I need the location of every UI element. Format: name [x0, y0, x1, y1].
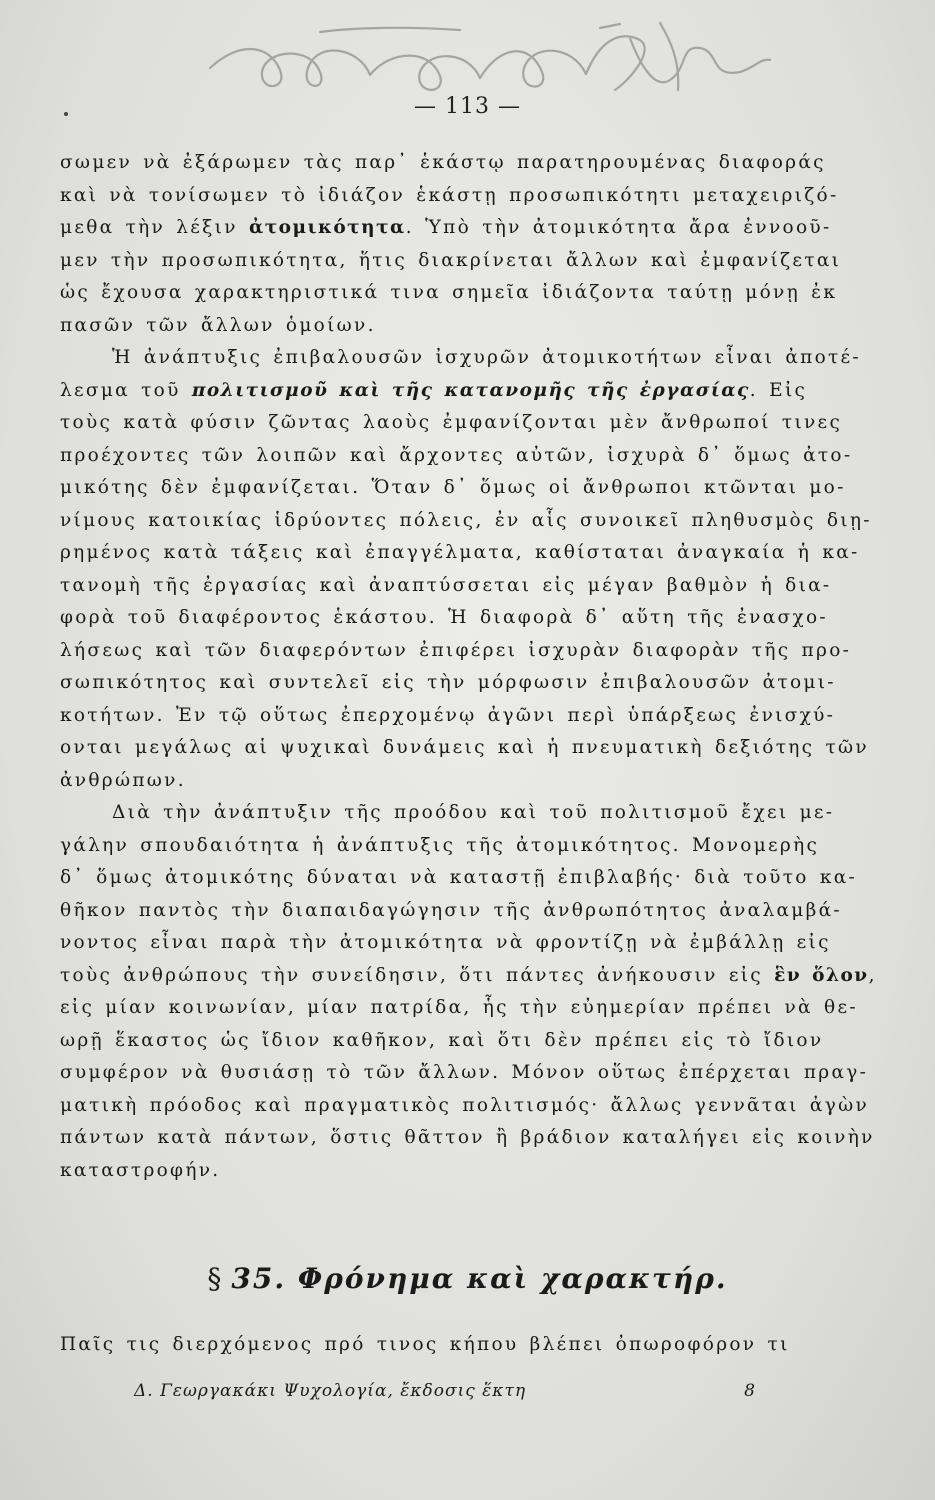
text-line: λεσμα τοῦ πολιτισμοῦ καὶ τῆς κατανομῆς τῆς ἐργασίας. Εἰς	[60, 379, 808, 401]
text-line: σωμεν νὰ ἐξάρωμεν τὰς παρ᾿ ἑκάστῳ παρατηρουμένας διαφοράς	[60, 152, 826, 173]
emphasized-term: ἓν ὅλον	[774, 964, 869, 986]
paragraph-start: Παῖς τις διερχόμενος πρό τινος κήπου βλέπει ὀπωροφόρον τι	[60, 1334, 790, 1355]
text-line: ὡς ἔχουσα χαρακτηριστικά τινα σημεῖα ἰδιάζοντα ταύτῃ μόνῃ ἐκ	[60, 282, 838, 303]
text-line: γάλην σπουδαιότητα ἡ ἀνάπτυξις τῆς ἀτομικότητος. Μονομερὴς	[60, 834, 820, 856]
text-line: ρημένος κατὰ τάξεις καὶ ἐπαγγέλματα, καθίσταται ἀναγκαία ἡ κα-	[60, 542, 860, 563]
text-line: συμφέρον νὰ θυσιάσῃ τὸ τῶν ἄλλων. Μόνον οὕτως ἐπέρχεται πραγ-	[60, 1062, 869, 1083]
paragraph-start: Ἡ ἀνάπτυξις ἐπιβαλουσῶν ἰσχυρῶν ἀτομικοτήτων εἶναι ἀποτέ-	[112, 347, 861, 368]
text-line: μεν τὴν προσωπικότητα, ἥτις διακρίνεται ἄλλων καὶ ἐμφανίζεται	[60, 249, 842, 271]
text-line: τανομὴ τῆς ἐργασίας καὶ ἀναπτύσσεται εἰς μέγαν βαθμὸν ἡ δια-	[60, 574, 832, 596]
page-number: — 113 —	[414, 94, 521, 119]
text-line: καταστροφήν.	[60, 1159, 221, 1181]
text-line: μικότης δὲν ἐμφανίζεται. Ὅταν δ᾿ ὅμως οἱ ἄνθρωποι κτῶνται μο-	[60, 477, 846, 498]
text-line: εἰς μίαν κοινωνίαν, μίαν πατρίδα, ἧς τὴν εὐημερίαν πρέπει νὰ θε-	[60, 997, 858, 1018]
section-heading	[0, 1262, 935, 1295]
text-line: ματικὴ πρόοδος καὶ πραγματικὸς πολιτισμός· ἄλλως γεννᾶται ἀγὼν	[60, 1094, 869, 1116]
text-line: μεθα τὴν λέξιν ἀτομικότητα. Ὑπὸ τὴν ἀτομικότητα ἄρα ἐννοοῦ-	[60, 217, 832, 238]
page-footer	[134, 1381, 774, 1401]
paragraph-start: Διὰ τὴν ἀνάπτυξιν τῆς προόδου καὶ τοῦ πολιτισμοῦ ἔχει με-	[112, 802, 835, 823]
text-line: κοτήτων. Ἐν τῷ οὕτως ἐπερχομένῳ ἀγῶνι περὶ ὑπάρξεως ἐνισχύ-	[60, 704, 836, 726]
text-line: ονται μεγάλως αἱ ψυχικαὶ δυνάμεις καὶ ἡ πνευματικὴ δεξιότης τῶν	[60, 737, 869, 758]
text-line: φορὰ τοῦ διαφέροντος ἑκάστου. Ἡ διαφορὰ δ᾿ αὕτη τῆς ἐνασχο-	[60, 607, 828, 628]
section-symbol: §	[207, 1262, 224, 1295]
text-line: τοὺς ἀνθρώπους τὴν συνείδησιν, ὅτι πάντες ἀνήκουσιν εἰς ἓν ὅλον,	[60, 964, 877, 986]
text-line: λήσεως καὶ τῶν διαφερόντων ἐπιφέρει ἰσχυρὰν διαφορὰν τῆς προ-	[60, 639, 852, 661]
text-line: πάντων κατὰ πάντων, ὅστις θᾶττον ἢ βράδιον καταλήγει εἰς κοινὴν	[60, 1127, 875, 1148]
signature-number: 8	[744, 1381, 756, 1401]
text-line: ἀνθρώπων.	[60, 769, 186, 791]
text-line: καὶ νὰ τονίσωμεν τὸ ἰδιάζον ἑκάστῃ προσωπικότητι μεταχειριζό-	[60, 184, 839, 206]
text-line: νοντος εἶναι παρὰ τὴν ἀτομικότητα νὰ φροντίζῃ νὰ ἐμβάλλῃ εἰς	[60, 932, 831, 953]
emphasized-term: πολιτισμοῦ καὶ τῆς κατανομῆς τῆς ἐργασίας	[191, 379, 750, 401]
text-line: προέχοντες τῶν λοιπῶν καὶ ἄρχοντες αὐτῶν, ἰσχυρὰ δ᾿ ὅμως ἀτο-	[60, 444, 853, 466]
body-text	[60, 147, 877, 1187]
emphasized-term: ἀτομικότητα	[248, 217, 406, 238]
text-line: θῆκον παντὸς τὴν διαπαιδαγώγησιν τῆς ἀνθρωπότητος ἀναλαμβά-	[60, 899, 842, 921]
text-line: πασῶν τῶν ἄλλων ὁμοίων.	[60, 314, 376, 336]
text-line: δ᾿ ὅμως ἀτομικότης δύναται νὰ καταστῇ ἐπιβλαβής· διὰ τοῦτο κα-	[60, 867, 858, 888]
text-line: σωπικότητος καὶ συντελεῖ εἰς τὴν μόρφωσιν ἐπιβαλουσῶν ἀτομι-	[60, 672, 836, 693]
footer-text: Δ. Γεωργακάκι Ψυχολογία, ἔκδοσις ἕκτη	[134, 1381, 527, 1401]
text-line: ωρῇ ἕκαστος ὡς ἴδιον καθῆκον, καὶ ὅτι δὲν πρέπει εἰς τὸ ἴδιον	[60, 1029, 824, 1051]
text-line: τοὺς κατὰ φύσιν ζῶντας λαοὺς ἐμφανίζονται μὲν ἄνθρωποί τινες	[60, 412, 843, 433]
text-line: νίμους κατοικίας ἱδρύοντες πόλεις, ἐν αἷς συνοικεῖ πληθυσμὸς διῃ-	[60, 509, 872, 531]
section-title: 35. Φρόνημα καὶ χαρακτήρ.	[231, 1262, 728, 1295]
